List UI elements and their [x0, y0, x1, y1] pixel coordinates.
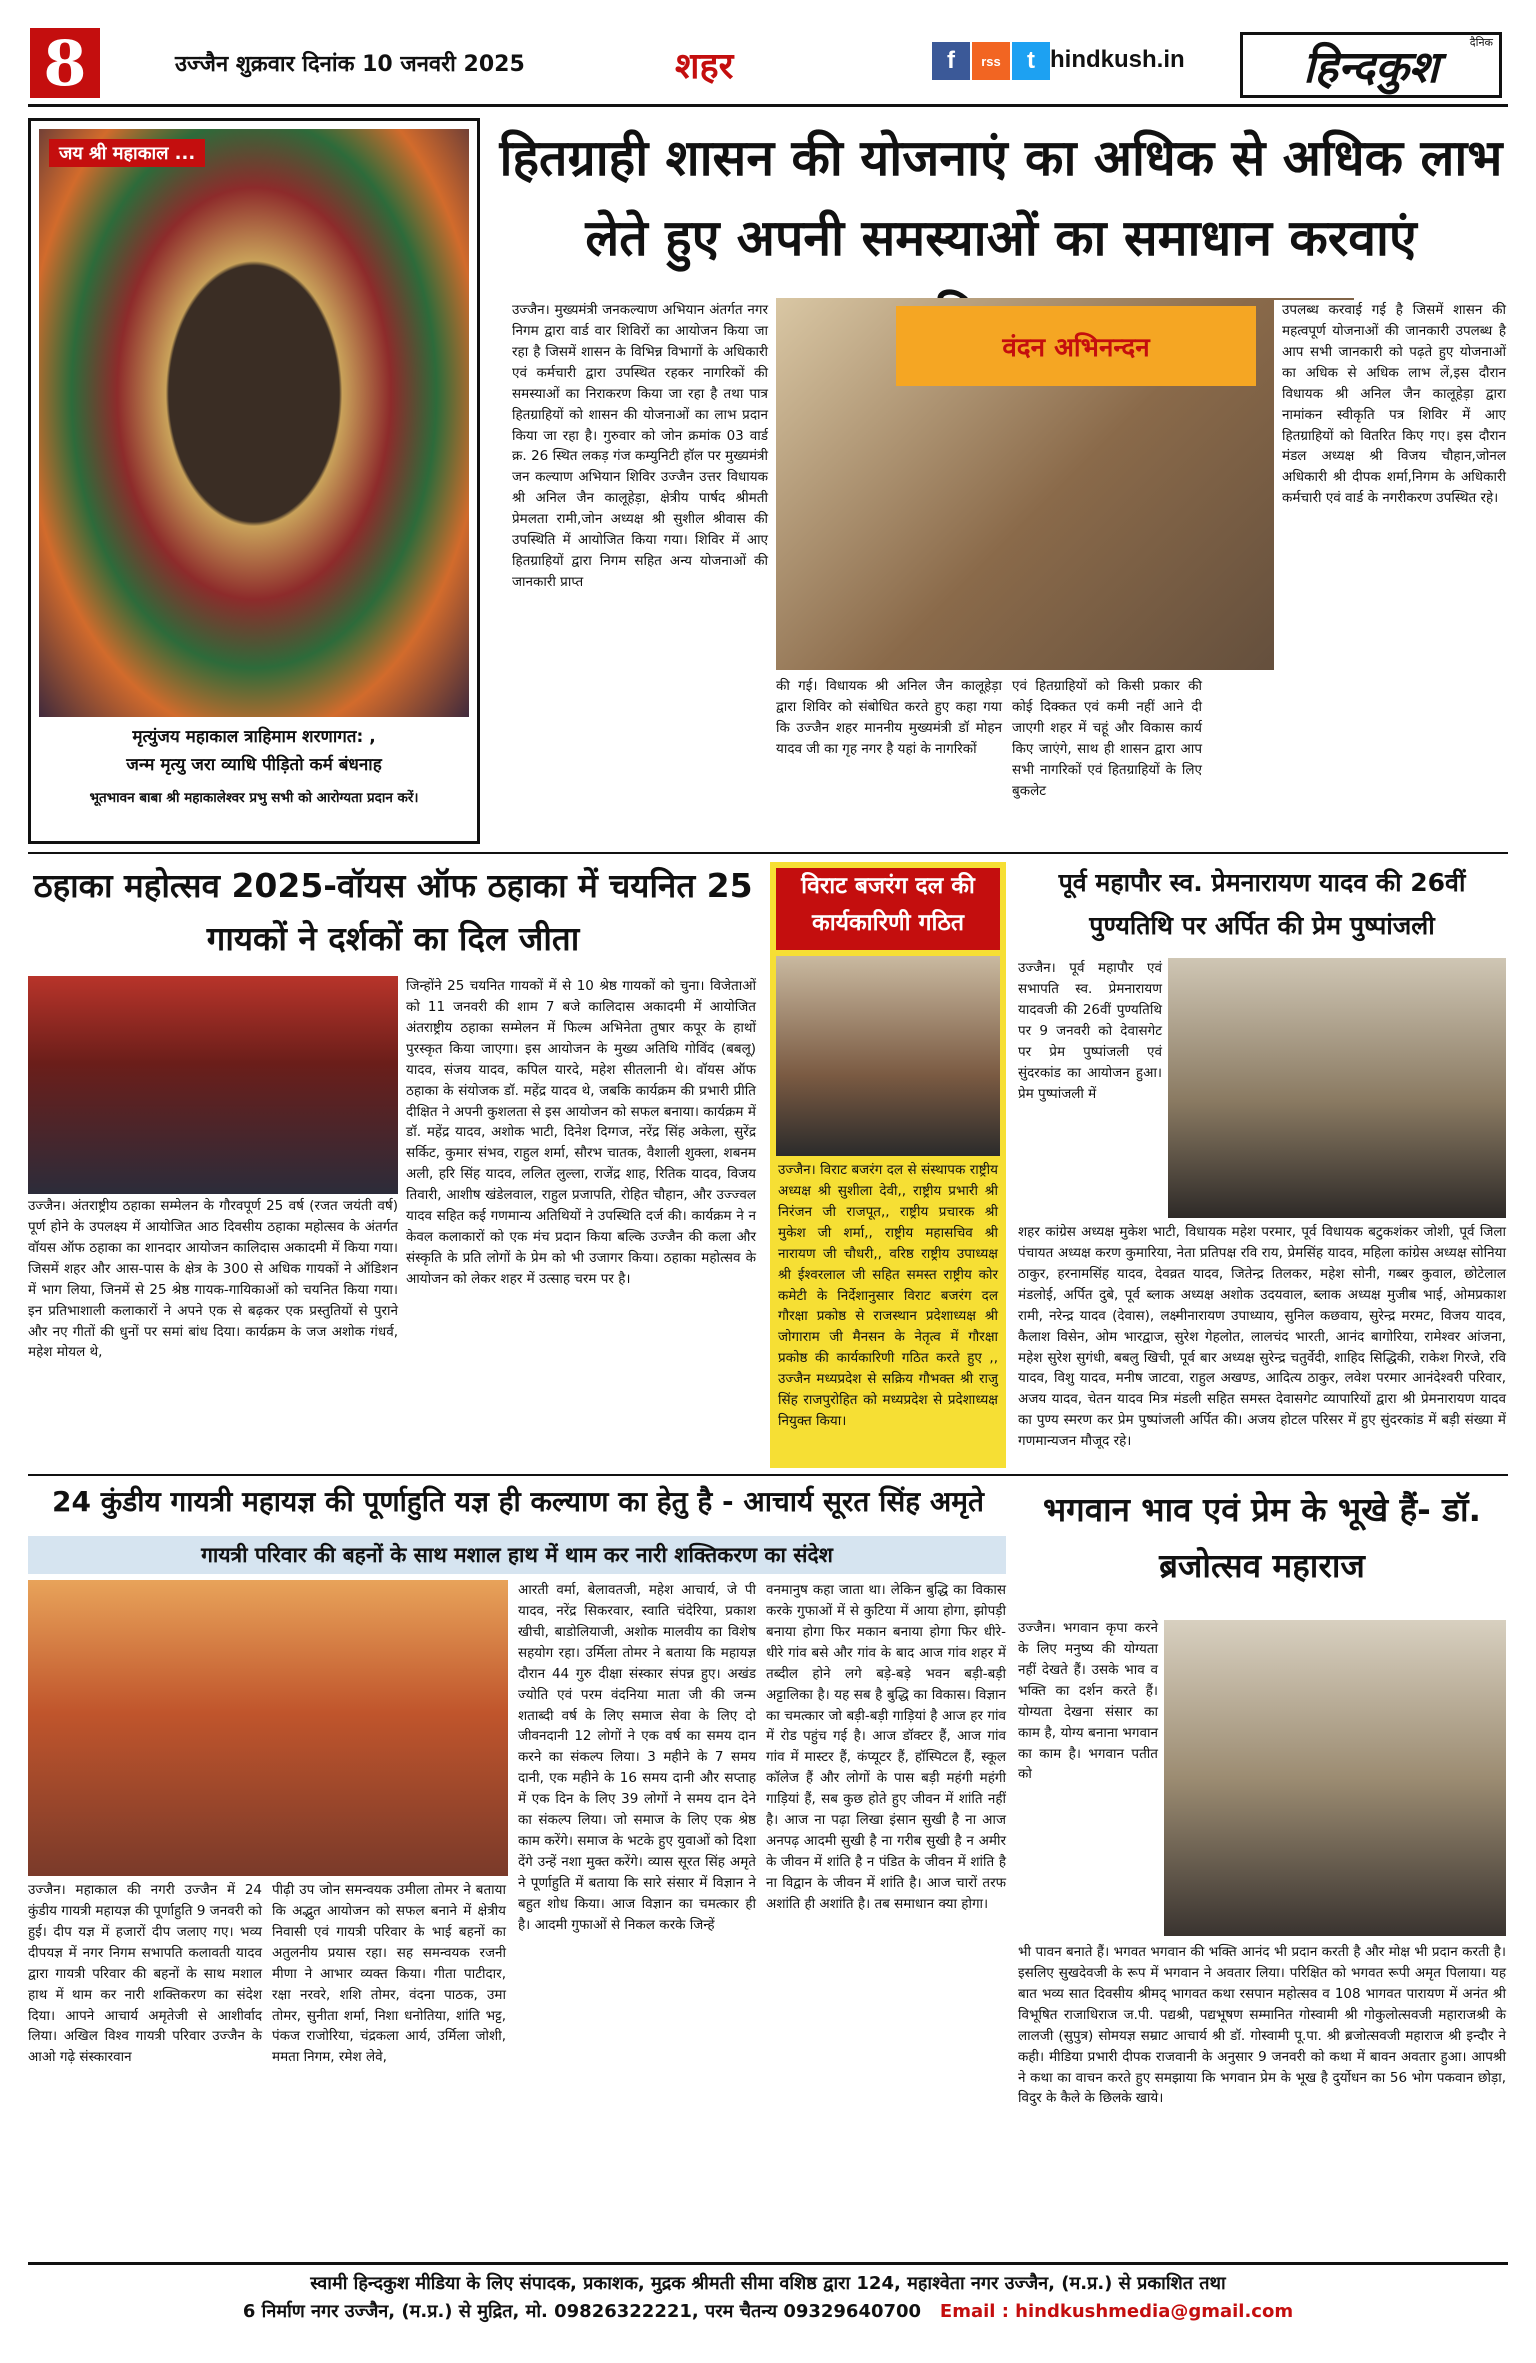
story5-subhead: गायत्री परिवार की बहनों के साथ मशाल हाथ में थाम कर नारी शक्तिकरण का संदेश: [28, 1536, 1006, 1574]
story5-headline: 24 कुंडीय गायत्री महायज्ञ की पूर्णाहुति यज्ञ ही कल्याण का हेतु है - आचार्य सूरत सिंह अमृते: [52, 1485, 984, 1518]
story2-headline: ठहाका महोत्सव 2025-वॉयस ऑफ ठहाका में चयनित 25 गायकों ने दर्शकों का दिल जीता: [33, 866, 753, 958]
story2-photo: [28, 976, 398, 1194]
mahakal-tag: जय श्री महाकाल ...: [49, 139, 205, 167]
story1-photo: [776, 298, 1354, 670]
story2-col1: उज्जैन। अंतराष्ट्रीय ठहाका सम्मेलन के गौरवपूर्ण 25 वर्ष (रजत जयंती वर्ष) पूर्ण होने के उपलक्ष्य में आयोजित आठ दिवसीय ठहाका महोत्सव के अंतर्गत वॉयस ऑफ ठहाका का शानदार आयोजन कालिदास अकादमी में किया गया। जिसमें शहर और आस-पास के क्षेत्र के 300 से अधिक गायकों ने ऑडिशन में भाग लिया, जिनमें से 25 श्रेष्ठ गायक-गायिकाओं को चयनित किया गया। इन प्रतिभाशाली कलाकारों ने अपने एक से बढ़कर एक प्रस्तुतियों से पुराने और नए गीतों की धुनों पर समां बांध दिया। कार्यक्रम के जज अशोक गंधर्व, महेश मोयल थे,: [28, 1198, 398, 1361]
story2-col2: जिन्होंने 25 चयनित गायकों में से 10 श्रेष्ठ गायकों को चुना। विजेताओं को 11 जनवरी की शाम 7 बजे कालिदास अकादमी में आयोजित अंतराष्ट्रीय ठहाका सम्मेलन में फिल्म अभिनेता तुषार कपूर के हाथों पुरस्कृत किया जाएगा। इस आयोजन के मुख्य अतिथि गोविंद (बबलू) यादव, संजय यादव, कपिल यारदे, महेश सीतलानी थे। वॉयस ऑफ ठहाका के संयोजक डॉ. महेंद्र यादव थे, जबकि कार्यक्रम की प्रभारी प्रीति दीक्षित ने अपनी कुशलता से इस आयोजन को सफल बनाया। कार्यक्रम में डॉ. महेंद्र यादव, अशोक भाटी, दिनेश दिग्गज, नरेंद्र सिंह अकेला, सुरेंद्र सर्किट, कुमार संभव, राहुल शर्मा, सौरभ चातक, वैशाली शुक्ला, शबनम अली, हरि सिंह यादव, ललित लुल्ला, राजेंद्र शाह, रितिक यादव, विजय तिवारी, आशीष खंडेलवाल, राहुल प्रजापति, रोहित चौहान, और उज्ज्वल यादव सहित कई गणमान्य अतिथियों ने उपस्थिति दर्ज की। कार्यक्रम ने न केवल कलाकारों को एक मंच प्रदान किया बल्कि उज्जैन की कला और संस्कृति के प्रति लोगों के प्रेम को भी उजागर किया। ठहाका महोत्सव के आयोजन को लेकर शहर में उत्साह चरम पर है।: [406, 978, 756, 1287]
twitter-icon[interactable]: t: [1012, 42, 1050, 80]
story5-col2: पीढ़ी उप जोन समन्वयक उमीला तोमर ने बताया कि अद्भुत आयोजन को सफल बनाने में क्षेत्रीय निवासी एवं गायत्री परिवार के भाई बहनों का अतुलनीय प्रयास रहा। सह समन्वयक रजनी मीणा ने आभार व्यक्त किया। गीता पाटीदार, रक्षा नरवरे, शशि तोमर, वंदना पाठक, उमा तोमर, सुनीता शर्मा, निशा धनोतिया, शांति भट्ट, पंकज राजोरिया, चंद्रकला आर्य, उर्मिला जोशी, ममता निगम, रमेश लेवे,: [272, 1882, 506, 2066]
mahakal-box: [28, 118, 480, 844]
story6-body: भी पावन बनाते हैं। भगवत भगवान की भक्ति आनंद भी प्रदान करती है और मोक्ष भी प्रदान करती है। इसलिए सुखदेवजी के रूप में भगवान ने अवतार लिया। परिक्षित को भगवत रूपी अमृत पिलाया। यह बात भव्य सात दिवसीय श्रीमद् भागवत कथा रसपान महोत्सव व 108 भागवत पारायण में अनंत श्री विभूषित राजाधिराज ज.पी. पद्यश्री, पद्यभूषण सम्मानित गोस्वामी श्री गोकुलोत्सवजी महाराजश्री के लालजी (सुपुत्र) सोमयज्ञ सम्राट आचार्य श्री डॉ. गोस्वामी पू.पा. श्री ब्रजोत्सवजी महाराज श्री इन्दौर ने कही। मीडिया प्रभारी दीपक राजवानी के अनुसार 9 जनवरी को कथा में बावन अवतार हुआ। आपश्री ने कथा का वाचन करते हुए समझाया कि भगवान प्रेम के भूख है दुर्योधन का 56 भोग पकवान छोड़ा, विदुर के कैले के छिलके खाये।: [1018, 1944, 1506, 2107]
story5-col4: वनमानुष कहा जाता था। लेकिन बुद्धि का विकास करके गुफाओं में से कुटिया में आया होगा, झोपड़ी बनाया होगा फिर मकान बनाया होगा फिर धीरे-धीरे गांव बसे और गांव के बाद आज गांव शहर में तब्दील होने लगे बड़े-बड़े भवन बड़ी-बड़ी अट्टालिका है। यह सब है बुद्धि का विकास। विज्ञान का चमत्कार जो बड़ी-बड़ी गाड़ियां है आज हर गांव में रोड पहुंच गई है। आज डॉक्टर हैं, आज गांव गांव में मास्टर हैं, कंप्यूटर हैं, हॉस्पिटल हैं, स्कूल कॉलेज हैं और लोगों के पास बड़ी महंगी महंगी गाड़ियां हैं, सब कुछ होते हुए जीवन में शांति नहीं है। आज ना पढ़ा लिखा इंसान सुखी है ना आज अनपढ़ आदमी सुखी है ना गरीब सुखी है न अमीर के जीवन में शांति है न पंडित के जीवन में शांति है ना विद्वान के जीवन में शांति है। आज चारों तरफ अशांति ही अशांति है। तब समाधान क्या होगा।: [766, 1582, 1006, 1912]
story1-col4: उपलब्ध करवाई गई है जिसमें शासन की महत्वपूर्ण योजनाओं की जानकारी उपलब्ध है आप सभी जानकारी को पढ़ते हुए योजनाओं का अधिक से अधिक लाभ लें,इस दौरान विधायक श्री अनिल जैन कालूहेड़ा द्वारा नामांकन स्वीकृति पत्र शिविर में आए हितग्राहियों को वितरित किए गए। इस दौरान मंडल अध्यक्ष श्री विजय चौहान,जोनल अधिकारी श्री दीपक शर्मा,निगम के अधिकारी कर्मचारी एवं वार्ड के नगरीकरण उपस्थित रहे।: [1274, 300, 1506, 840]
story1-col1: उज्जैन। मुख्यमंत्री जनकल्याण अभियान अंतर्गत नगर निगम द्वारा वार्ड वार शिविरों का आयोजन किया जा रहा है जिसमें शासन के विभिन्न विभागों के अधिकारी एवं कर्मचारी द्वारा उपस्थित रहकर नागरिकों की समस्याओं का निराकरण किया जा रहा है तथा पात्र हितग्राहियों को शासन की योजनाओं का लाभ प्रदान किया जा रहा है। गुरुवार को जोन क्रमांक 03 वार्ड क्र. 26 स्थित लकड़ गंज कम्युनिटी हॉल पर मुख्यमंत्री जन कल्याण अभियान शिविर उज्जैन उत्तर विधायक श्री अनिल जैन कालूहेड़ा, क्षेत्रीय पार्षद श्रीमती प्रेमलता रामी,जोन अध्यक्ष श्री सुशील श्रीवास की उपस्थिति में आयोजित किया गया। शिविर में आए हितग्राहियों द्वारा निगम सहित अन्य योजनाओं की जानकारी प्राप्त: [512, 302, 768, 590]
footer-line2-wrap: [28, 2298, 1508, 2326]
footer-line1: स्वामी हिन्दकुश मीडिया के लिए संपादक, प्रकाशक, मुद्रक श्रीमती सीमा वशिष्ठ द्वारा 124, महाश्वेता नगर उज्जैन, (म.प्र.) से प्रकाशित तथा: [310, 2273, 1226, 2294]
masthead-title: हिन्दकुश: [1303, 42, 1439, 93]
social-icons: [932, 42, 1050, 80]
story5-col1: उज्जैन। महाकाल की नगरी उज्जैन में 24 कुंडीय गायत्री महायज्ञ की पूर्णाहुति 9 जनवरी को हुई। दीप यज्ञ में हजारों दीप जलाए गए। भव्य दीपयज्ञ में नगर निगम सभापति कलावती यादव द्वारा गायत्री परिवार की बहनों के साथ मशाल हाथ में थाम कर नारी शक्तिकरण का संदेश दिया। आपने आचार्य अमृतेजी से आशीर्वाद लिया। अखिल विश्व गायत्री परिवार उज्जैन के आओ गढ़े संस्कारवान: [28, 1882, 262, 2066]
page-number: 8: [30, 28, 100, 98]
story6-intro: उज्जैन। भगवान कृपा करने के लिए मनुष्य की योग्यता नहीं देखते हैं। उसके भाव व भक्ति का दर्शन करते हैं। योग्यता देखना संसार का काम है, योग्य बनाना भगवान का काम है। भगवान पतीत को: [1018, 1620, 1158, 1783]
story5-photo: [28, 1580, 508, 1876]
story1-col3: एवं हितग्राहियों को किसी प्रकार की कोई दिक्कत एवं कमी नहीं आने दी जाएगी शहर में चहूं और विकास कार्य किए जाएंगे, साथ ही शासन द्वारा आप सभी नागरिकों एवं हितग्राहियों के लिए बुकलेट: [1012, 678, 1202, 799]
masthead: [1240, 32, 1502, 98]
mahakal-caption-1: मृत्युंजय महाकाल त्राहिमाम शरणागत: ,: [132, 727, 376, 747]
story4-headline: पूर्व महापौर स्व. प्रेमनारायण यादव की 26वीं पुण्यतिथि पर अर्पित की प्रेम पुष्पांजली: [1058, 868, 1466, 940]
rule-3: [28, 1474, 1508, 1476]
story4-intro: उज्जैन। पूर्व महापौर एवं सभापति स्व. प्रेमनारायण यादवजी की 26वीं पुण्यतिथि पर 9 जनवरी को देवासगेट पर प्रेम पुष्पांजली एवं सुंदरकांड का आयोजन हुआ। प्रेम पुष्पांजली में: [1018, 960, 1162, 1102]
story5-col3: आरती वर्मा, बेलावतजी, महेश आचार्य, जे पी यादव, नरेंद्र सिकरवार, स्वाति चंदेरिया, प्रकाश खीची, बाडोलियाजी, अशोक मालवीय का विशेष सहयोग रहा। उर्मिला तोमर ने बताया कि महायज्ञ दौरान 44 गुरु दीक्षा संस्कार संपन्न हुए। अखंड ज्योति एवं परम वंदनिया माता जी की जन्म शताब्दी वर्ष के लिए समाज सेवा के लिए दो जीवनदानी 12 लोगों ने एक वर्ष का समय दान करने का संकल्प लिया। 3 महीने के 7 समय दानी, एक महीने के 16 समय दानी और सप्ताह में एक दिन के लिए 39 लोगों ने समय दान देने का संकल्प लिया। जो समाज के लिए एक श्रेष्ठ काम करेंगे। समाज के भटके हुए युवाओं को दिशा देंगे उन्हें नशा मुक्त करेंगे। व्यास सूरत सिंह अमृते ने पूर्णाहुति में बताया कि सारे संसार में विज्ञान ने बहुत शोध किया। आज विज्ञान का चमत्कार ही है। आदमी गुफाओं से निकल करके जिन्हें: [518, 1582, 756, 1933]
story3-photo: [776, 956, 1000, 1156]
story4-body: शहर कांग्रेस अध्यक्ष मुकेश भाटी, विधायक महेश परमार, पूर्व विधायक बटुकशंकर जोशी, पूर्व जिला पंचायत अध्यक्ष करण कुमारिया, नेता प्रतिपक्ष रवि राय, प्रेमसिंह यादव, महिला कांग्रेस अध्यक्ष सोनिया ठाकुर, हरनामसिंह यादव, देवव्रत यादव, जितेन्द्र तिलकर, महेश सोनी, गब्बर कुवाल, छोटेलाल मंडलोई, अर्पित दुबे, पूर्व ब्लाक अध्यक्ष अशोक उदयवाल, ब्लाक अध्यक्ष मुजीब भाई, ओमप्रकाश रामी, नरेन्द्र यादव (देवास), लक्ष्मीनारायण उपाध्याय, सुनिल कछवाय, सुरेन्द्र मरमट, विजय यादव, कैलाश विसेन, ओम भारद्वाज, सुरेश गेहलोत, लालचंद भारती, आनंद बागोरिया, रामेश्वर आंजना, महेश सुरेश सुगंधी, बबलु खिची, पूर्व बार अध्यक्ष सुरेन्द्र चतुर्वेदी, शाहिद सिद्धिकी, राकेश गिरजे, रवि यादव, विशु यादव, मनीष जाटवा, राहुल अखण्ड, आदित्य ठाकुर, लवेश परमार आनंदेश्वरी परिवार, अजय यादव, चेतन यादव मित्र मंडली सहित समस्त देवासगेट व्यापारियों द्वारा श्री प्रेमनारायण यादव का पुण्य स्मरण कर प्रेम पुष्पांजली अर्पित की। अजय होटल परिसर में हुए सुंदरकांड में बड़ी संख्या में गणमान्यजन मौजूद रहे।: [1018, 1224, 1506, 1450]
story3-box: [770, 862, 1006, 1468]
site-url[interactable]: hindkush.in: [1050, 46, 1185, 73]
header-rule: [28, 104, 1508, 107]
story6-headline: भगवान भाव एवं प्रेम के भूखे हैं- डॉ. ब्रजोत्सव महाराज: [1042, 1490, 1482, 1586]
mahakal-caption-3: भूतभावन बाबा श्री महाकालेश्वर प्रभु सभी को आरोग्यता प्रदान करें।: [89, 790, 419, 806]
story1-headline: हितग्राही शासन की योजनाएं का अधिक से अधिक लाभ लेते हुए अपनी समस्याओं का समाधान करवाएं: [499, 129, 1503, 267]
story4-photo: [1168, 958, 1506, 1218]
footer-rule: [28, 2262, 1508, 2265]
mahakal-caption-2: जन्म मृत्यु जरा व्याधि पीड़ितो कर्म बंधनाह: [126, 755, 382, 775]
story1-banner: वंदन अभिनन्दन: [896, 306, 1256, 386]
rule-2: [28, 852, 1508, 854]
dateline: उज्जैन शुक्रवार दिनांक 10 जनवरी 2025: [175, 52, 525, 77]
facebook-icon[interactable]: f: [932, 42, 970, 80]
footer-email[interactable]: Email : hindkushmedia@gmail.com: [939, 2300, 1294, 2322]
section-title: शहर: [675, 46, 734, 87]
story3-body: उज्जैन। विराट बजरंग दल से संस्थापक राष्ट्रीय अध्यक्ष श्री सुशीला देवी,, राष्ट्रीय प्रभारी श्री निरंजन जी राजपूत,, राष्ट्रीय प्रचारक श्री मुकेश जी शर्मा,, राष्ट्रीय महासचिव श्री नारायण जी चौधरी,, वरिष्ठ राष्ट्रीय उपाध्यक्ष श्री ईश्वरलाल जी सहित समस्त राष्ट्रीय कोर कमेटी के निर्देशानुसार विराट बजरंग दल गौरक्षा प्रकोष्ठ से राजस्थान प्रदेशाध्यक्ष श्री जोगाराम जी मैनसन के नेतृत्व में गौरक्षा प्रकोष्ठ की कार्यकारिणी गठित करते हुए ,, उज्जैन मध्यप्रदेश से सक्रिय गौभक्त श्री राजु सिंह राजपुरोहित को मध्यप्रदेश से प्रदेशाध्यक्ष नियुक्त किया।: [778, 1162, 998, 1430]
story1-col2: की गई। विधायक श्री अनिल जैन कालूहेड़ा द्वारा शिविर को संबोधित करते हुए कहा गया कि उज्जैन शहर माननीय मुख्यमंत्री डॉ मोहन यादव जी का गृह नगर है यहां के नागरिकों: [776, 678, 1002, 757]
footer: [28, 2270, 1508, 2326]
footer-line2: 6 निर्माण नगर उज्जैन, (म.प्र.) से मुद्रित, मो. 09826322221, परम चैतन्य 09329640700: [242, 2300, 922, 2322]
story3-headline: विराट बजरंग दल की कार्यकारिणी गठित: [776, 868, 1000, 950]
story6-photo: [1164, 1620, 1506, 1936]
mahakal-photo: [39, 129, 469, 717]
masthead-tag: दैनिक: [1469, 36, 1493, 49]
rss-icon[interactable]: rss: [972, 42, 1010, 80]
